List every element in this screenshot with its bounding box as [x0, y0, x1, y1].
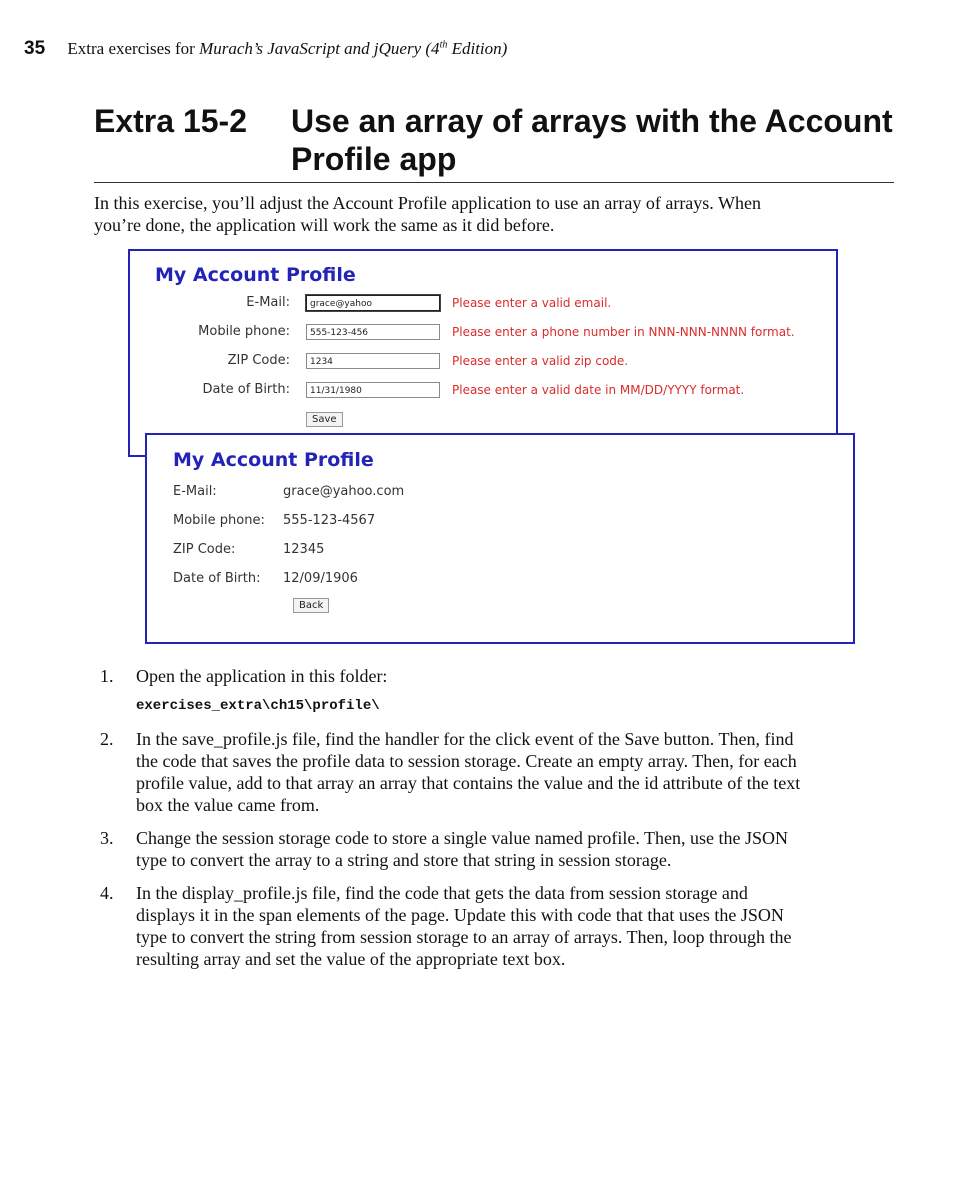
header-prefix: Extra exercises for [67, 39, 200, 58]
screenshot-profile-form [128, 249, 838, 457]
app-title: My Account Profile [173, 449, 374, 471]
page-header [24, 38, 507, 60]
exercise-number: Extra 15-2 [94, 103, 247, 139]
folder-path: exercises_extra\ch15\profile\ [136, 698, 380, 714]
step-text: Change the session storage code to store a single value named profile. Then, use the JSON type to convert the array to a string and store that string in session storage. [136, 828, 789, 870]
phone-input[interactable]: 555-123-456 [306, 324, 440, 340]
steps-list [94, 665, 804, 981]
back-button[interactable]: Back [293, 598, 329, 613]
app-title: My Account Profile [155, 264, 356, 286]
step-text: In the save_profile.js file, find the handler for the click event of the Save button. Then, find the code that saves the profile data to session storage. Create an empty array. Then, for each profile value, add to that array an array that contains the value and the id attribute of the text box the value came from. [136, 729, 801, 815]
dob-value: 12/09/1906 [283, 571, 358, 586]
phone-label: Mobile phone: [198, 324, 290, 339]
zip-error: Please enter a valid zip code. [452, 354, 629, 368]
step-number: 2. [100, 729, 114, 749]
list-item [94, 882, 804, 970]
step-number: 3. [100, 828, 114, 848]
email-input[interactable]: grace@yahoo [306, 295, 440, 311]
zip-input[interactable]: 1234 [306, 353, 440, 369]
header-text [67, 39, 507, 58]
email-error: Please enter a valid email. [452, 296, 612, 310]
list-item [94, 728, 804, 816]
step-number: 1. [100, 666, 114, 686]
book-title-text: Murach’s JavaScript and jQuery (4 [199, 39, 440, 58]
phone-label: Mobile phone: [173, 513, 265, 528]
book-title-end: Edition) [447, 39, 508, 58]
page-number: 35 [24, 38, 46, 59]
edition-sup: th [439, 39, 448, 51]
zip-label: ZIP Code: [173, 542, 236, 557]
save-button[interactable]: Save [306, 412, 343, 427]
email-label: E-Mail: [173, 484, 217, 499]
dob-label: Date of Birth: [173, 571, 261, 586]
book-title [199, 39, 507, 58]
email-label: E-Mail: [246, 295, 290, 310]
intro-paragraph: In this exercise, you’ll adjust the Account Profile application to use an array of arrays. When you’re done, the application will work the same as it did before. [94, 193, 761, 235]
list-item [94, 665, 804, 717]
zip-label: ZIP Code: [227, 353, 290, 368]
step-text: In the display_profile.js file, find the code that gets the data from session storage and displays it in the span elements of the page. Update this with code that that uses the JSON type to convert the string from session storage to an array of arrays. Then, loop through the resulting array and set the value of the appropriate text box. [136, 883, 792, 969]
phone-error: Please enter a phone number in NNN-NNN-NNNN format. [452, 325, 795, 339]
exercise-heading [94, 102, 894, 183]
phone-value: 555-123-4567 [283, 513, 376, 528]
dob-label: Date of Birth: [202, 382, 290, 397]
step-text: Open the application in this folder: [136, 666, 388, 686]
step-number: 4. [100, 883, 114, 903]
screenshot-profile-display [145, 433, 855, 644]
list-item [94, 827, 804, 871]
dob-input[interactable]: 11/31/1980 [306, 382, 440, 398]
email-value: grace@yahoo.com [283, 484, 405, 499]
dob-error: Please enter a valid date in MM/DD/YYYY format. [452, 383, 745, 397]
exercise-title: Use an array of arrays with the Account Profile app [291, 103, 893, 177]
zip-value: 12345 [283, 542, 325, 557]
